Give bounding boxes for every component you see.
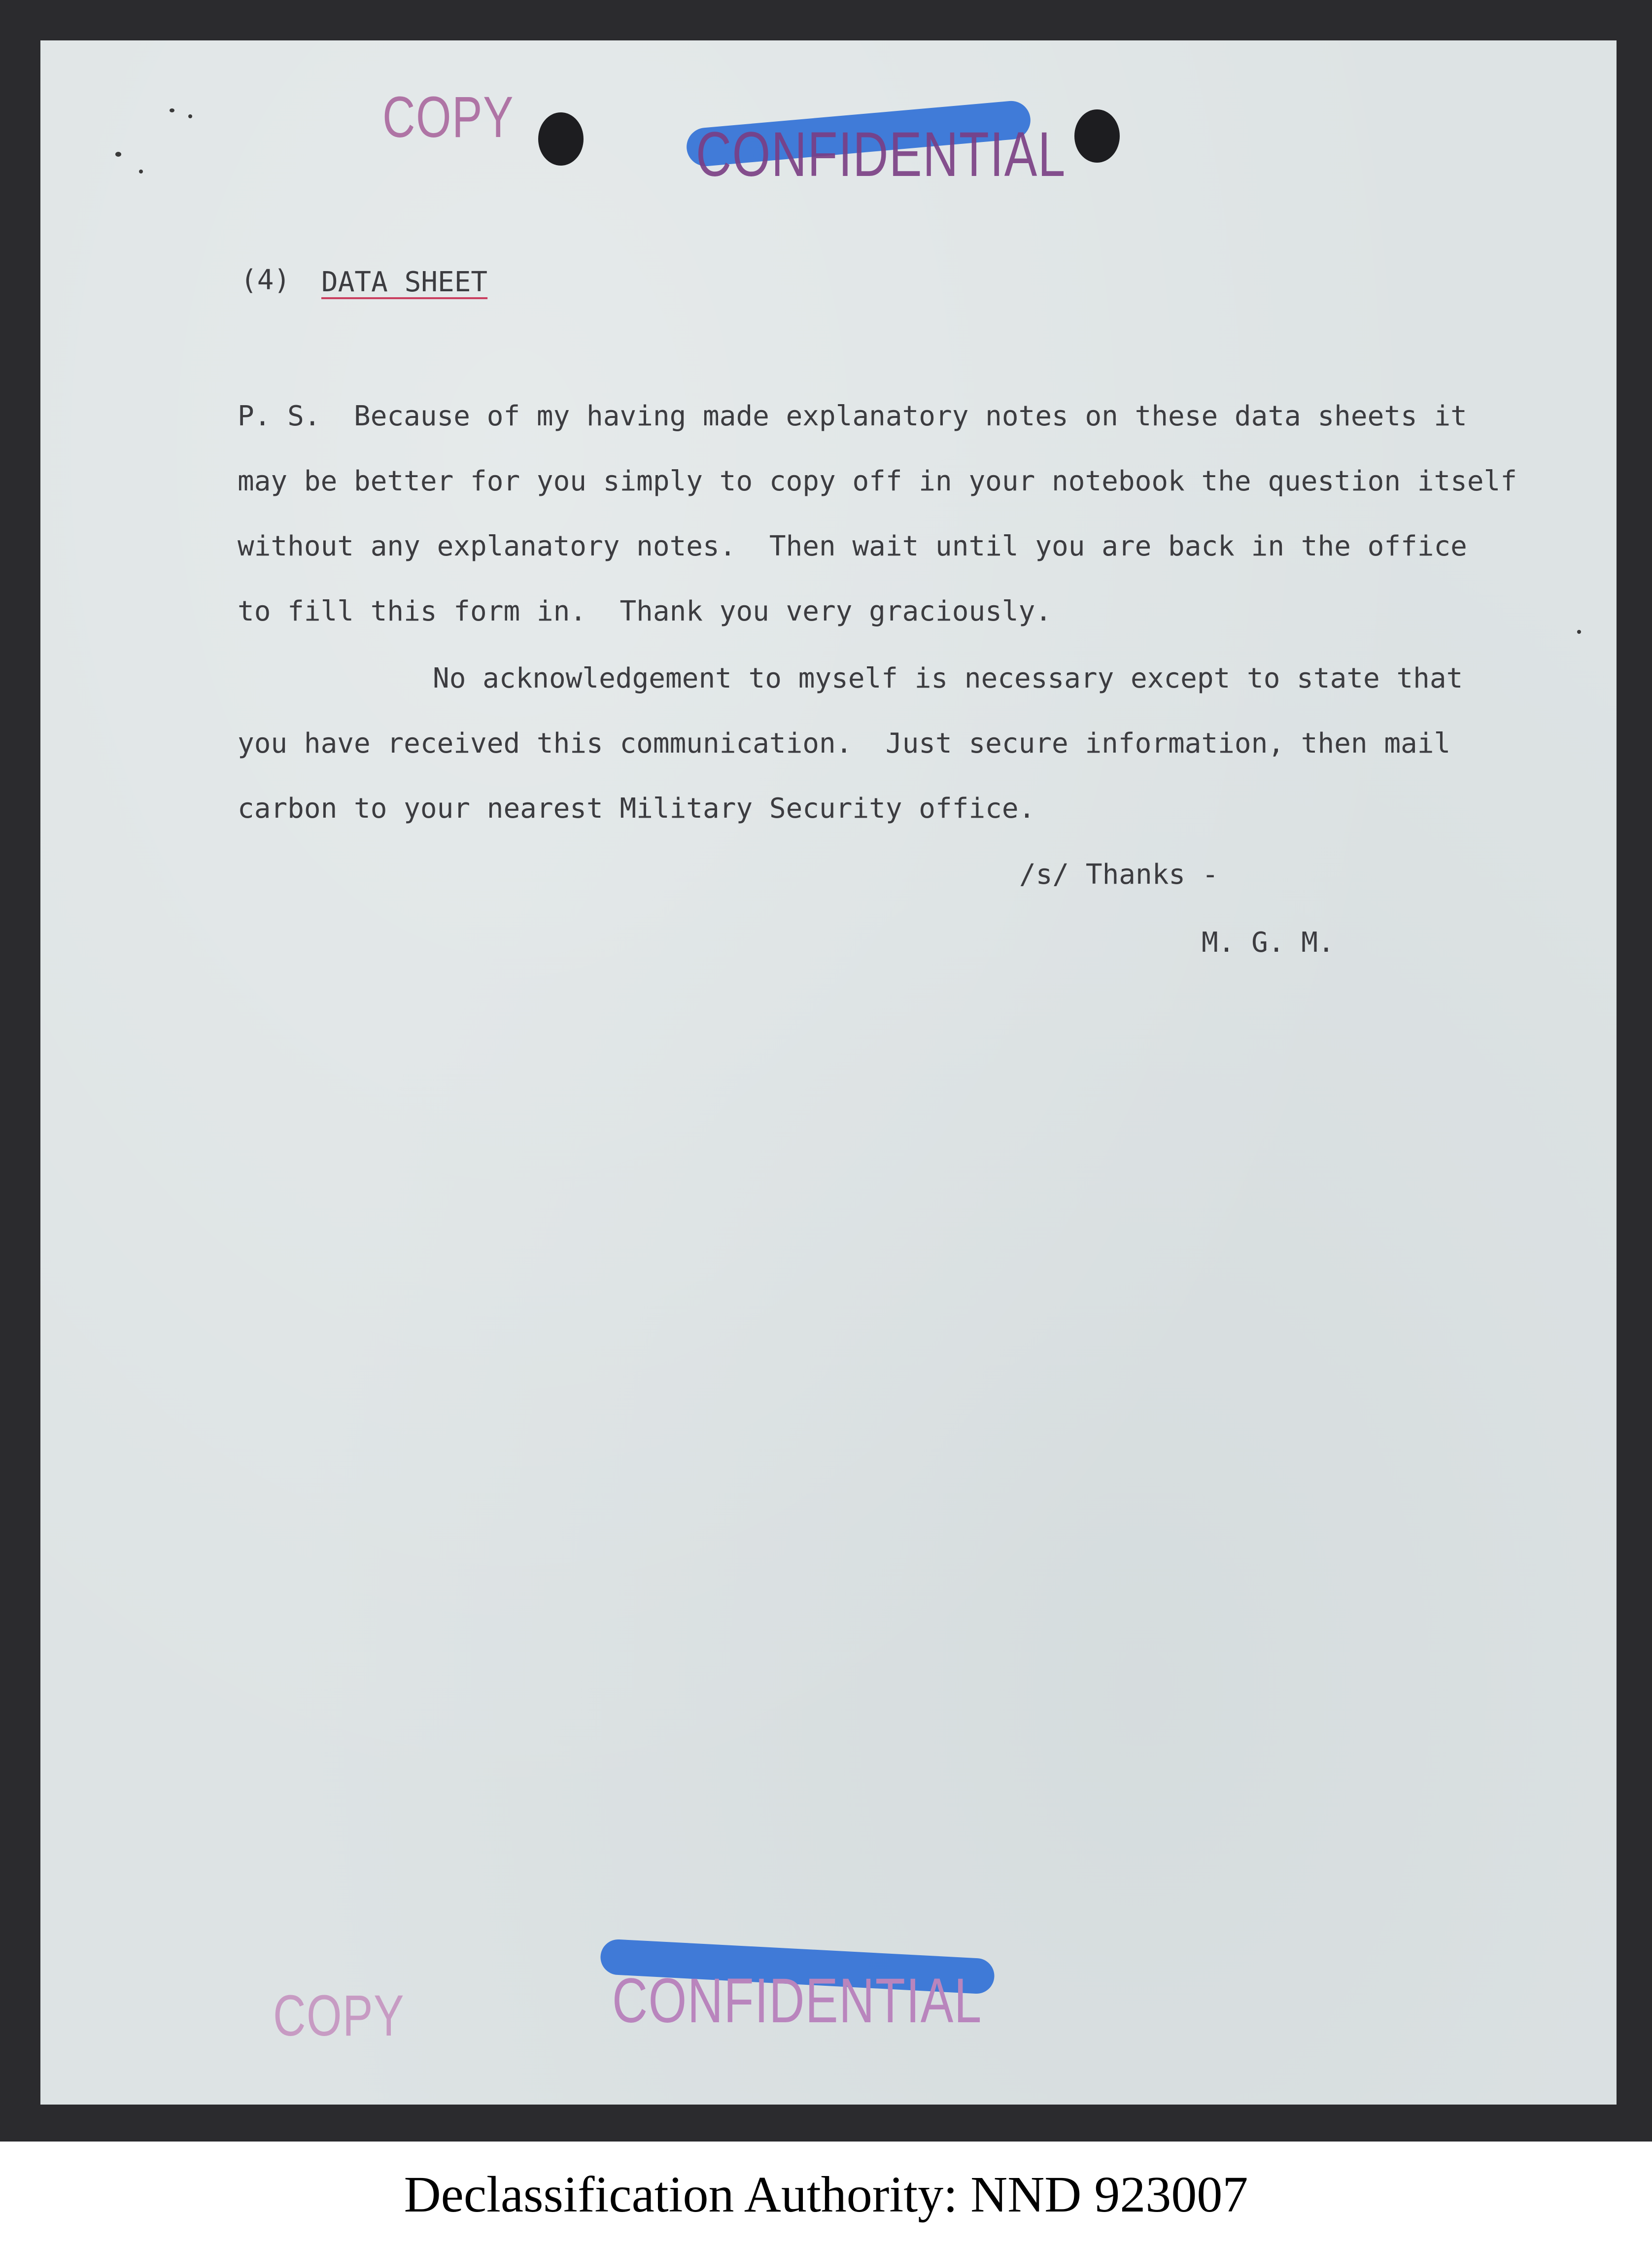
ink-speck: [188, 114, 192, 118]
document-page: [40, 40, 1617, 2105]
confidential-stamp-top: CONFIDENTIAL: [696, 119, 1066, 190]
copy-stamp-top: COPY: [382, 85, 515, 150]
heading-number: (4): [241, 264, 291, 296]
signature-line: /s/ Thanks -: [1019, 859, 1219, 891]
body-line: carbon to your nearest Military Security office.: [238, 793, 1035, 825]
body-line: without any explanatory notes. Then wait until you are back in the office: [238, 530, 1467, 562]
body-line: you have received this communication. Just secure information, then mail: [238, 727, 1451, 760]
ink-speck: [139, 170, 143, 173]
ink-speck: [115, 152, 121, 157]
punch-hole-right: [1074, 109, 1120, 163]
punch-hole-left: [538, 112, 584, 166]
body-line: to fill this form in. Thank you very graciously.: [238, 595, 1052, 627]
ink-speck: [170, 108, 174, 112]
declassification-footer: Declassification Authority: NND 923007: [404, 2166, 1248, 2223]
heading-title: DATA SHEET: [321, 266, 488, 298]
body-line: may be better for you simply to copy off in your notebook the question itself: [238, 465, 1517, 497]
copy-stamp-bottom: COPY: [273, 1983, 405, 2048]
ink-speck: [1577, 630, 1581, 634]
signer-initials: M. G. M.: [1202, 927, 1335, 959]
body-line: P. S. Because of my having made explanatory notes on these data sheets it: [238, 400, 1467, 432]
body-line: No acknowledgement to myself is necessary except to state that: [433, 662, 1463, 694]
confidential-stamp-bottom: CONFIDENTIAL: [612, 1966, 982, 2036]
